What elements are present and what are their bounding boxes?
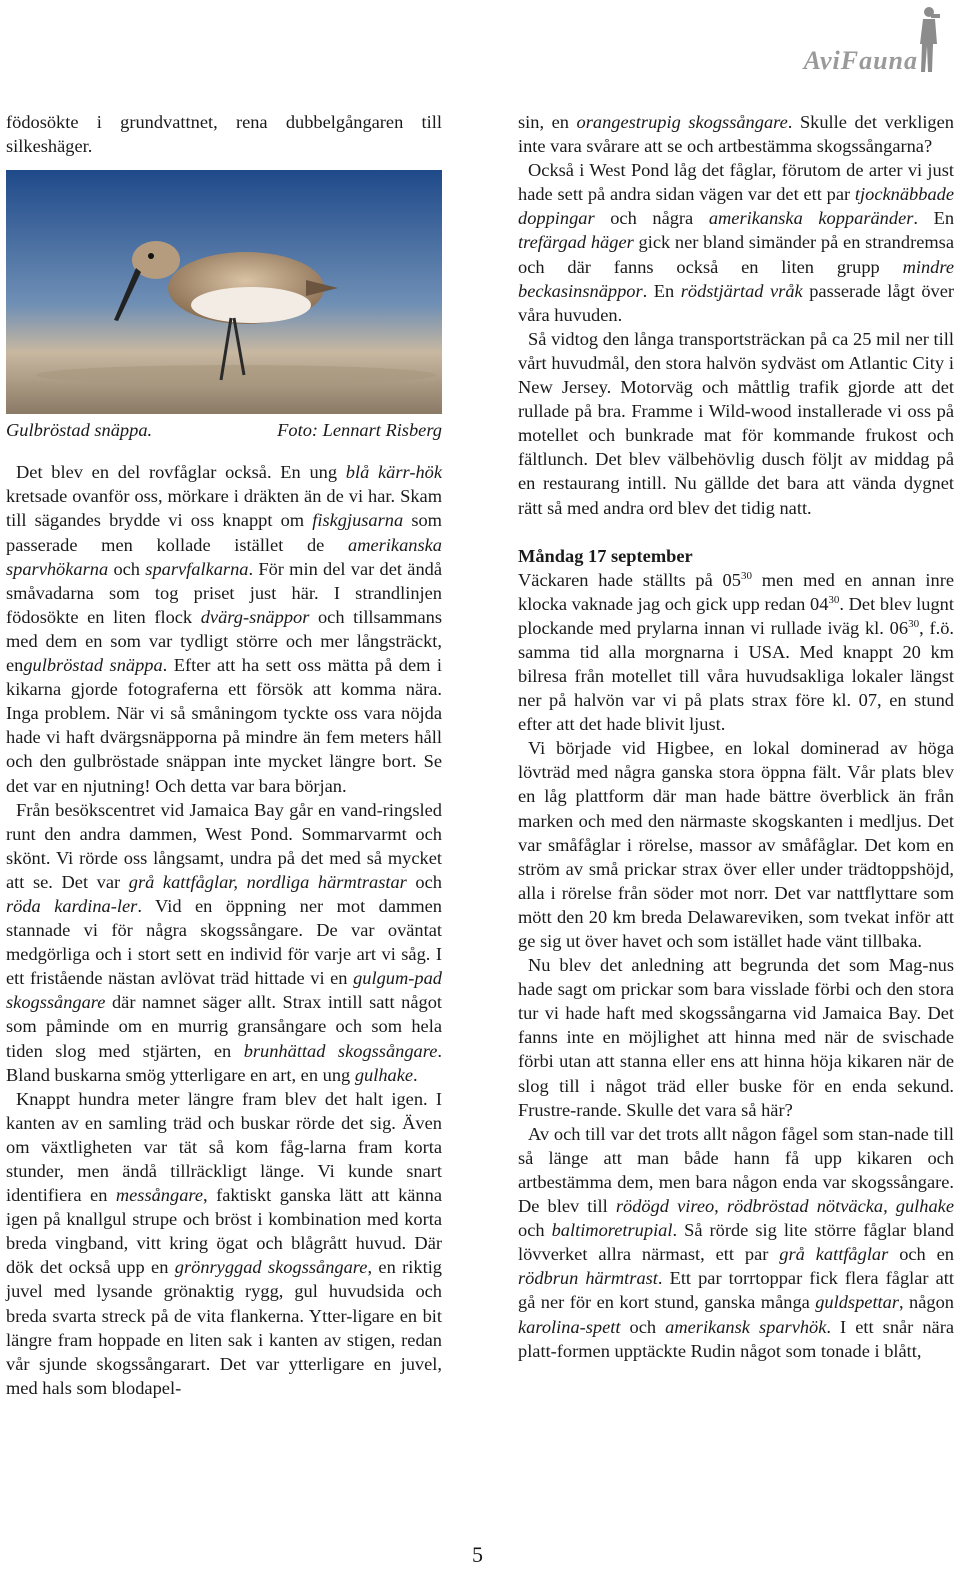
italic-species-name: blå kärr-hök [345, 462, 442, 483]
time-minutes-superscript: 30 [908, 617, 920, 630]
italic-species-name: messångare [115, 1185, 204, 1206]
right-paragraphs-top [518, 110, 954, 520]
time-minutes-superscript: 30 [740, 569, 752, 582]
italic-species-name: amerikansk sparvhök [665, 1316, 827, 1337]
time-minutes-superscript: 30 [828, 593, 840, 606]
body-paragraph: Så vidtog den långa transportsträckan på ca 25 mil ner till vårt huvudmål, den stora halvön sydväst om Atlantic City i New Jersey. Motorväg och måttlig trafik gjorde att det rullade på bra. Framme i Wild-wood installerade vi oss på motellet och bunkrade mat för kommande frukost och fältlunch. Det blev välbehövlig dusch följt av middag på en restaurang intill. Nu gällde det bara att vända dygnet rätt så med andra ord blev det tidig natt. [518, 328, 954, 518]
italic-species-name: gulbröstad snäppa [23, 655, 163, 676]
italic-species-name: röda kardina-ler [6, 895, 138, 916]
body-paragraph: Av och till var det trots allt någon fågel som stan-nade till så länge att man både hann få upp kikaren och artbestämma dem, men bara någon enda var skogssångare. De blev till rödögd vireo, rödbröstad nötväcka, gulhake och baltimoretrupial. Så rörde sig lite större fåglar bland lövverket allra närmast, ett par grå kattfåglar och en rödbrun härmtrast. Ett par torrtoppar fick flera fåglar att gå ner för en kort stund, ganska många guldspettar, någon karolina-spett och amerikansk sparvhök. I ett snår nära platt-formen upptäckte Rudin något som tonade i blått, [518, 1123, 955, 1361]
body-paragraph: Från besökscentret vid Jamaica Bay går en vand-ringsled runt den andra dammen, West Pond. Sommarvarmt och skönt. Vi rörde oss långsamt, undra på det med så mycket att se. Det var grå kattfåglar, nordliga härmtrastar och röda kardina-ler. Vid en öppning ner mot dammen stannade vi för några skogssångare. De var oväntat medgörliga och i stort sett en individ för varje art vi såg. I ett fristående nästan avlövat träd hittade vi en gulgum-pad skogssångare där namnet säger allt. Strax intill satt något som påminde om en murrig gransångare och som hela tiden slog med stjärten, en brunhättad skogssångare. Bland buskarna smög ytterligare en art, en ung gulhake. [6, 799, 443, 1085]
body-paragraph: sin, en orangestrupig skogssångare. Skulle det verkligen inte vara svårare att se och artbestämma skogssångarna? [518, 112, 954, 157]
body-paragraph: Knappt hundra meter längre fram blev det halt igen. I kanten av en samling träd och buskar rörde det sig. Även om växtligheten var tät så kom fåg-larna fram korta stunder, men ändå tillräckligt länge. Vi kunde snart identifiera en messångare, faktiskt ganska lätt att känna igen på knallgul strupe och bröst i kombination med korta breda vingband, vitt kring ögat och blågrått huvud. Där dök det också upp en grönryggad skogssångare, en riktig juvel med lysande grönaktig rygg, gul huvudsida och breda svarta streck på de vita flankerna. Ytter-ligare en bit längre fram hoppade en liten sak i kanten av stigen, redan vår sjunde skogssångarart. Det var ytterligare en juvel, med hals som blodapel- [6, 1088, 442, 1398]
italic-species-name: rödstjärtad vråk [680, 280, 803, 301]
photo-caption [6, 418, 442, 442]
page-number: 5 [472, 1542, 483, 1567]
italic-species-name: tjocknäbbade doppingar [518, 184, 954, 229]
right-column [518, 110, 954, 1363]
italic-species-name: sparvfalkarna [145, 558, 249, 579]
italic-species-name: brunhättad skogssångare [243, 1040, 438, 1061]
body-paragraph: Det blev en del rovfåglar också. En ung blå kärr-hök kretsade ovanför oss, mörkare i dräkten än de vi har. Skam till sägandes brydde vi oss knappt om fiskgjusarna som passerade men kollade istället de amerikanska sparvhökarna och sparvfalkarna. För min del var det ändå småvadarna som tog priset just här. I strandlinjen födosökte en liten flock dvärg-snäppor och tillsammans med dem en som var tydligt större och mer långsträckt, engulbröstad snäppa. Efter att ha sett oss mätta på dem i kikarna gjorde fotograferna ett försök att komma nära. Inga problem. När vi så småningom tyckte oss vara nöjda hade vi haft dvärgsnäpporna på mindre än fem meters håll och den gulbröstade snäppan inte mycket längre bort. Se det var en njutning! Och detta var bara början. [6, 462, 443, 796]
italic-species-name: rödbrun härmtrast [518, 1268, 658, 1289]
italic-species-name: fiskgjusarna [312, 510, 404, 531]
body-paragraph: Väckaren hade ställts på $05^{30}$ men med en annan inre klocka vaknade jag och gick upp redan $04^{30}$. Det blev lugnt plockande med prylarna innan vi rullade iväg kl. $06^{30}$, f.ö. samma tid alla morgnarna i USA. Med knappt 20 km bilresa från motellet till våra huvudsakliga lokaler längst ner på halvön var vi på plats strax före kl. 07, en stund efter att det hade blivit ljust. [518, 569, 954, 735]
italic-species-name: trefärgad häger [518, 232, 634, 253]
italic-species-name: mindre beckasinsnäppor [518, 256, 954, 301]
right-paragraphs-bottom [518, 568, 954, 1363]
italic-species-name: rödögd vireo, rödbröstad nötväcka, gulhake [615, 1196, 955, 1217]
italic-species-name: orangestrupig skogssångare [576, 112, 788, 132]
italic-species-name: amerikanska sparvhökarna [6, 534, 442, 579]
italic-species-name: dvärg-snäppor [200, 606, 310, 627]
italic-species-name: karolina-spett [518, 1316, 621, 1337]
body-paragraph: Vi började vid Higbee, en lokal dominerad av höga lövträd med några ganska stora öppna fält. Vår plats blev en låg plattform där man hade bättre överblick än från marken och med den närmaste skogskanten i medljus. Det var småfåglar i rörelse, massor av småfåglar. Det kom en ström av små prickar strax över eller under trädtoppshöjd, alla i rörelse från söder mot norr. Det var nattflyttare som mött den 20 km breda Delawareviken, som tvekat inför att ge sig ut över havet och som istället hade vänt tillbaka. [518, 738, 954, 951]
italic-species-name: gulgum-pad skogssångare [6, 968, 442, 1013]
caption-credit: Foto: Lennart Risberg [277, 420, 442, 441]
italic-species-name: baltimoretrupial [551, 1220, 673, 1241]
italic-species-name: guldspettar [815, 1292, 900, 1313]
caption-title: Gulbröstad snäppa. [6, 420, 153, 441]
left-paragraphs [6, 460, 442, 1400]
italic-species-name: gulhake [354, 1064, 414, 1085]
publication-logo [740, 2, 950, 74]
birdwatcher-figure-icon [914, 4, 944, 74]
photo-white-rumped-sandpiper [6, 170, 442, 414]
body-paragraph: Nu blev det anledning att begrunda det som Mag-nus hade sagt om prickar som bara visslade förbi och den stora tur vi hade haft med skogssångarna vid Jamaica Bay. Det fanns inte en möjlighet att hinna med när de svischade förbi utan att stanna eller ens att hinna höja kikaren när de slog till i något träd eller buske för en enda sekund. Frustre-rande. Skulle det vara så här? [518, 955, 954, 1120]
italic-species-name: grå kattfåglar, nordliga härmtrastar [128, 871, 407, 892]
body-paragraph: Också i West Pond låg det fåglar, förutom de arter vi just hade sett på andra sidan vägen var det ett par tjocknäbbade doppingar och några amerikanska kopparänder. En trefärgad häger gick ner bland simänder på en strandremsa och där fanns också en liten grupp mindre beckasinsnäppor. En rödstjärtad vråk passerade lågt över våra huvuden. [518, 160, 955, 325]
section-heading-monday: Måndag 17 september [518, 545, 693, 566]
italic-species-name: amerikanska kopparänder [708, 208, 914, 229]
italic-species-name: grå kattfåglar [779, 1244, 889, 1265]
left-column [6, 110, 442, 1400]
intro-paragraph: födosökte i grundvattnet, rena dubbelgångaren till silkeshäger. [6, 112, 442, 157]
italic-species-name: grönryggad skogssångare [174, 1257, 368, 1278]
logo-text: AviFauna [803, 46, 918, 75]
